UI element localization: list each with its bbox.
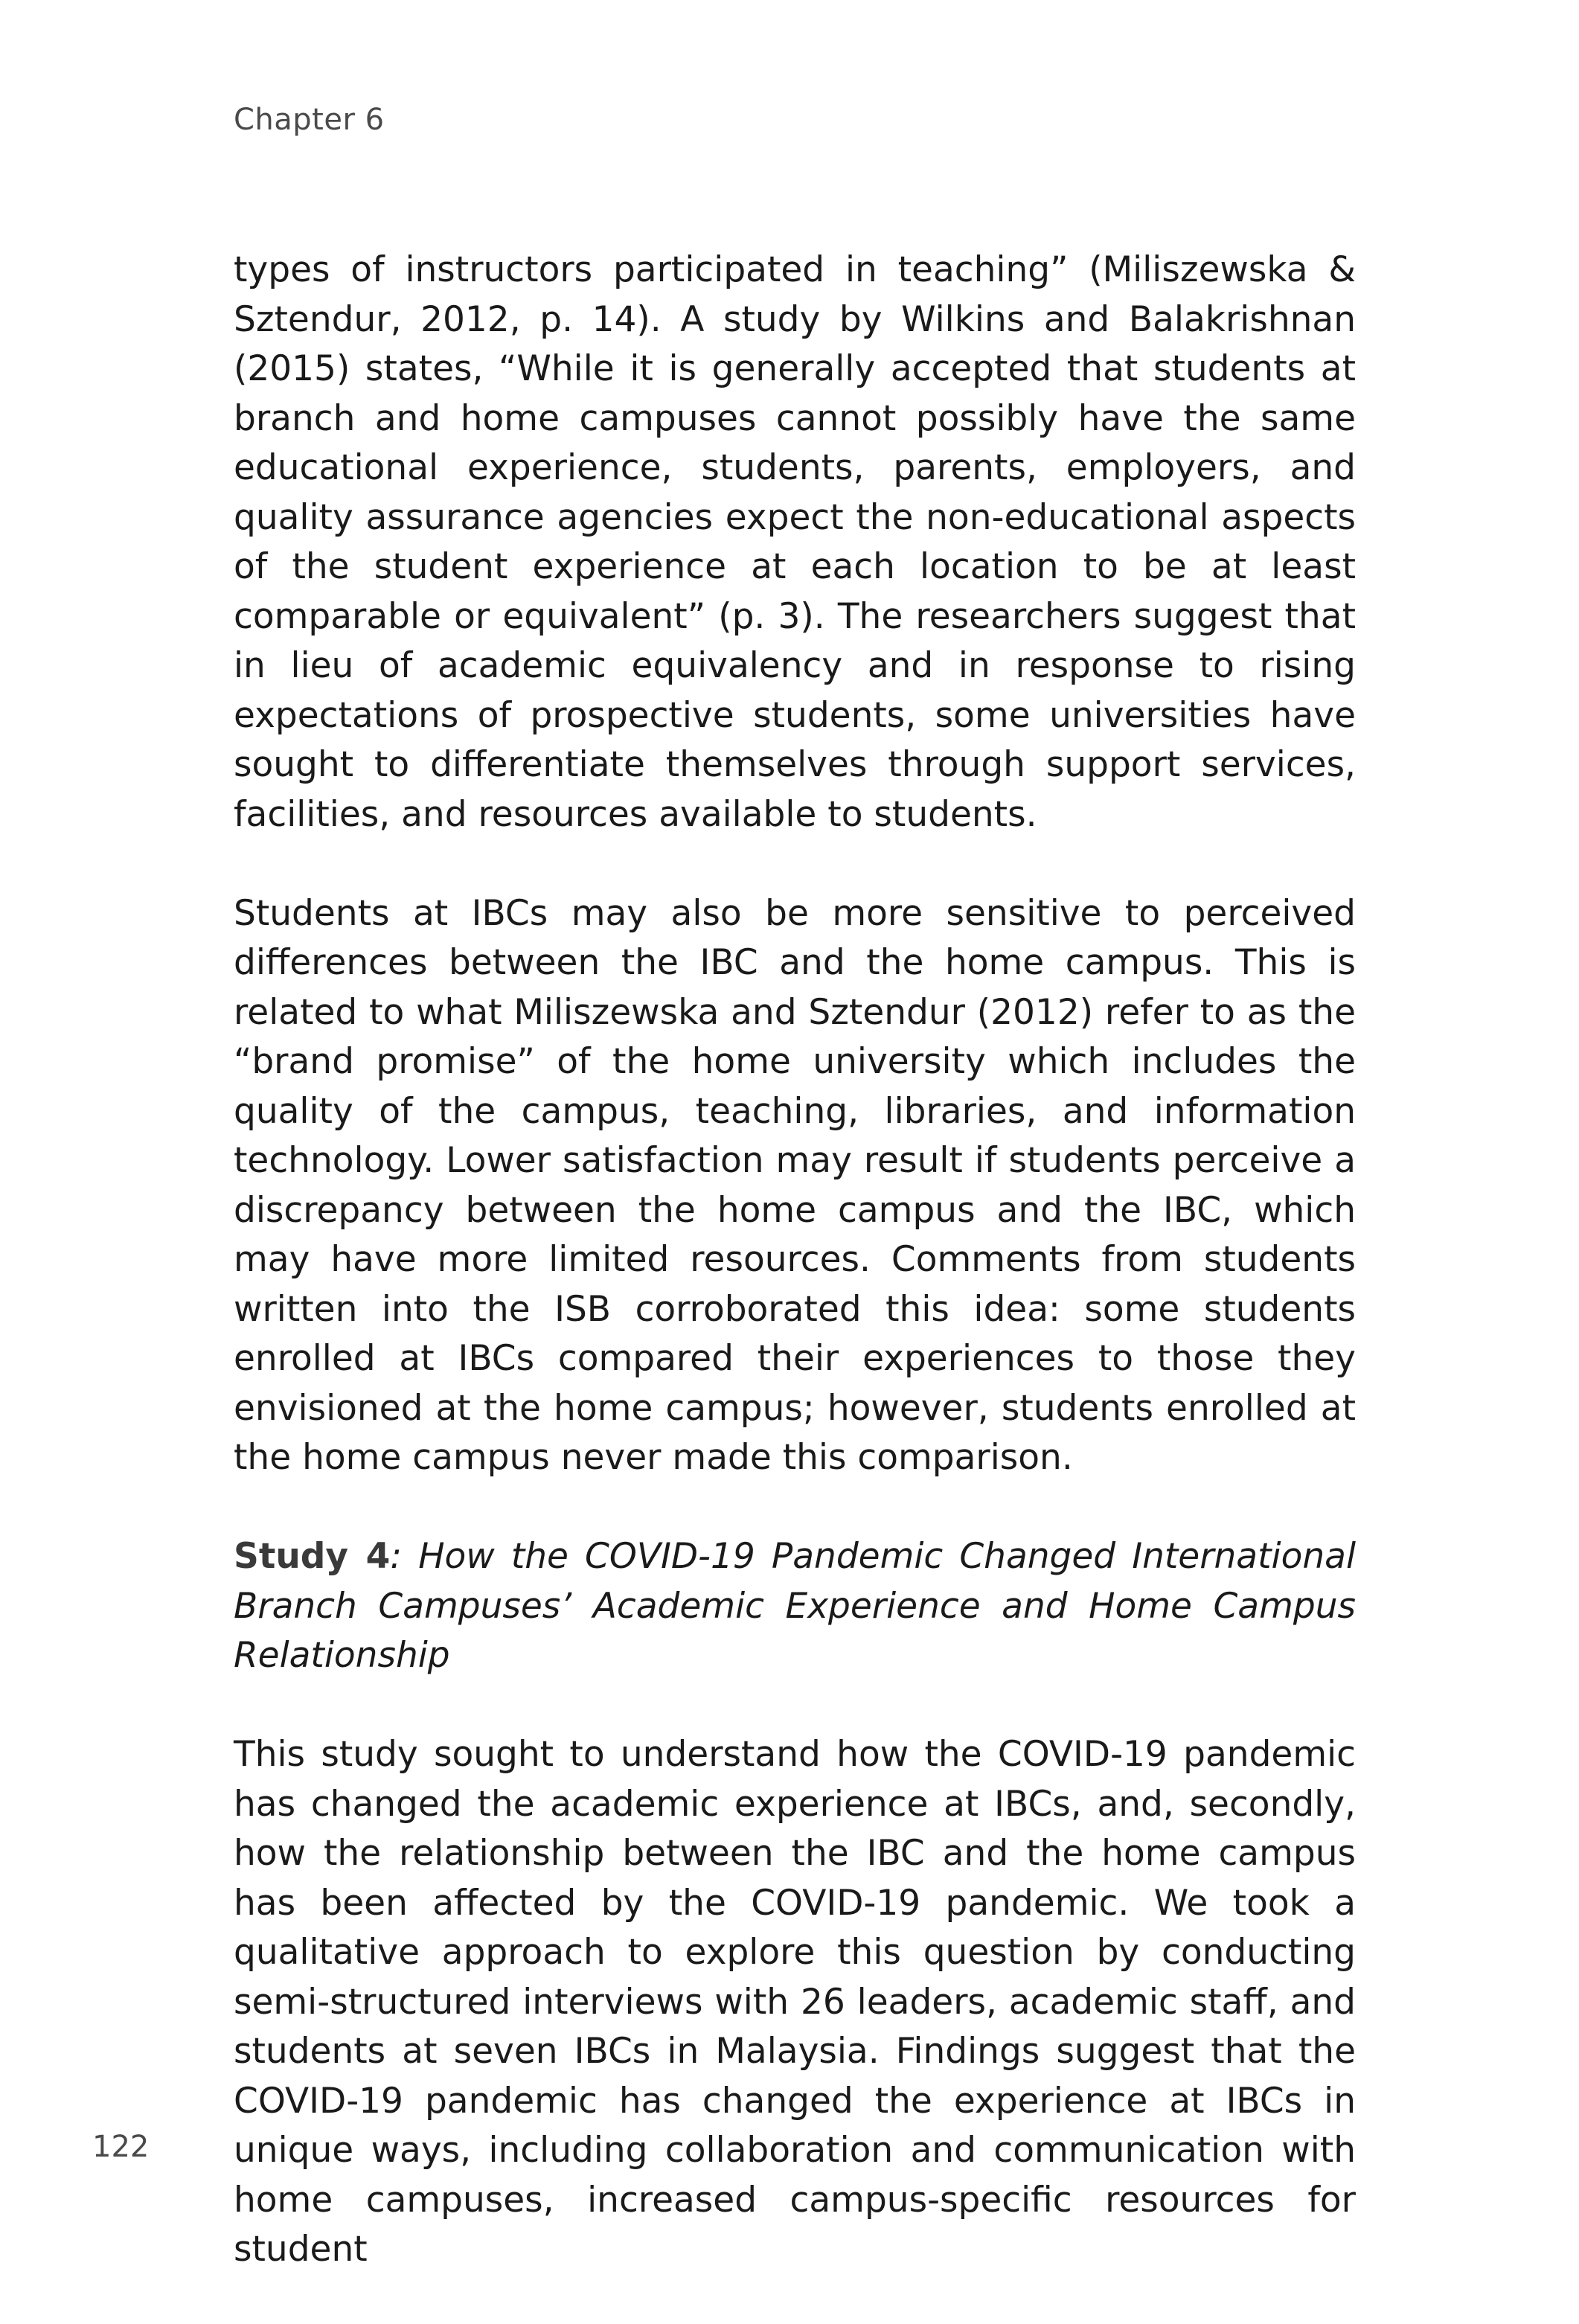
paragraph-1: types of instructors participated in teaching” (Miliszewska & Sztendur, 2012, p. 14). A study by Wilkins and Balakrishnan (2015) states, “While it is generally accepted that students at branch and home campuses cannot possibly have the same educational experience, students, parents, employers, and quality assurance agencies expect the non-educational aspects of the student experience at each location to be at least comparable or equivalent” (p. 3). The researchers suggest that in lieu of academic equivalency and in response to rising expectations of prospective students, some universities have sought to differentiate themselves through support services, facilities, and resources available to students.	[234, 249, 1356, 835]
page-number: 122	[92, 2130, 150, 2164]
study-label: Study 4	[234, 1536, 391, 1577]
paragraph-2: Students at IBCs may also be more sensitive to perceived differences between the IBC and the home campus. This is related to what Miliszewska and Sztendur (2012) refer to as the “brand promise” of the home university which includes the quality of the campus, teaching, libraries, and information technology. Lower satisfaction may result if students perceive a discrepancy between the home campus and the IBC, which may have more limited resources. Comments from students written into the ISB corroborated this idea: some students enrolled at IBCs compared their experiences to those they envisioned at the home campus; however, students enrolled at the home campus never made this comparison.	[234, 892, 1356, 1478]
section-heading	[234, 1532, 1356, 1681]
running-head: Chapter 6	[234, 103, 385, 137]
study-title: : How the COVID-19 Pandemic Changed International Branch Campuses’ Academic Experience and Home Campus Relationship	[234, 1536, 1357, 1676]
paragraph-3: This study sought to understand how the COVID-19 pandemic has changed the academic experience at IBCs, and, secondly, how the relationship between the IBC and the home campus has been affected by the COVID-19 pandemic. We took a qualitative approach to explore this question by conducting semi-structured interviews with 26 leaders, academic staff, and students at seven IBCs in Malaysia. Findings suggest that the COVID-19 pandemic has changed the experience at IBCs in unique ways, including collaboration and communication with home campuses, increased campus-specific resources for student	[234, 1734, 1356, 2270]
body-text	[234, 246, 1356, 2324]
